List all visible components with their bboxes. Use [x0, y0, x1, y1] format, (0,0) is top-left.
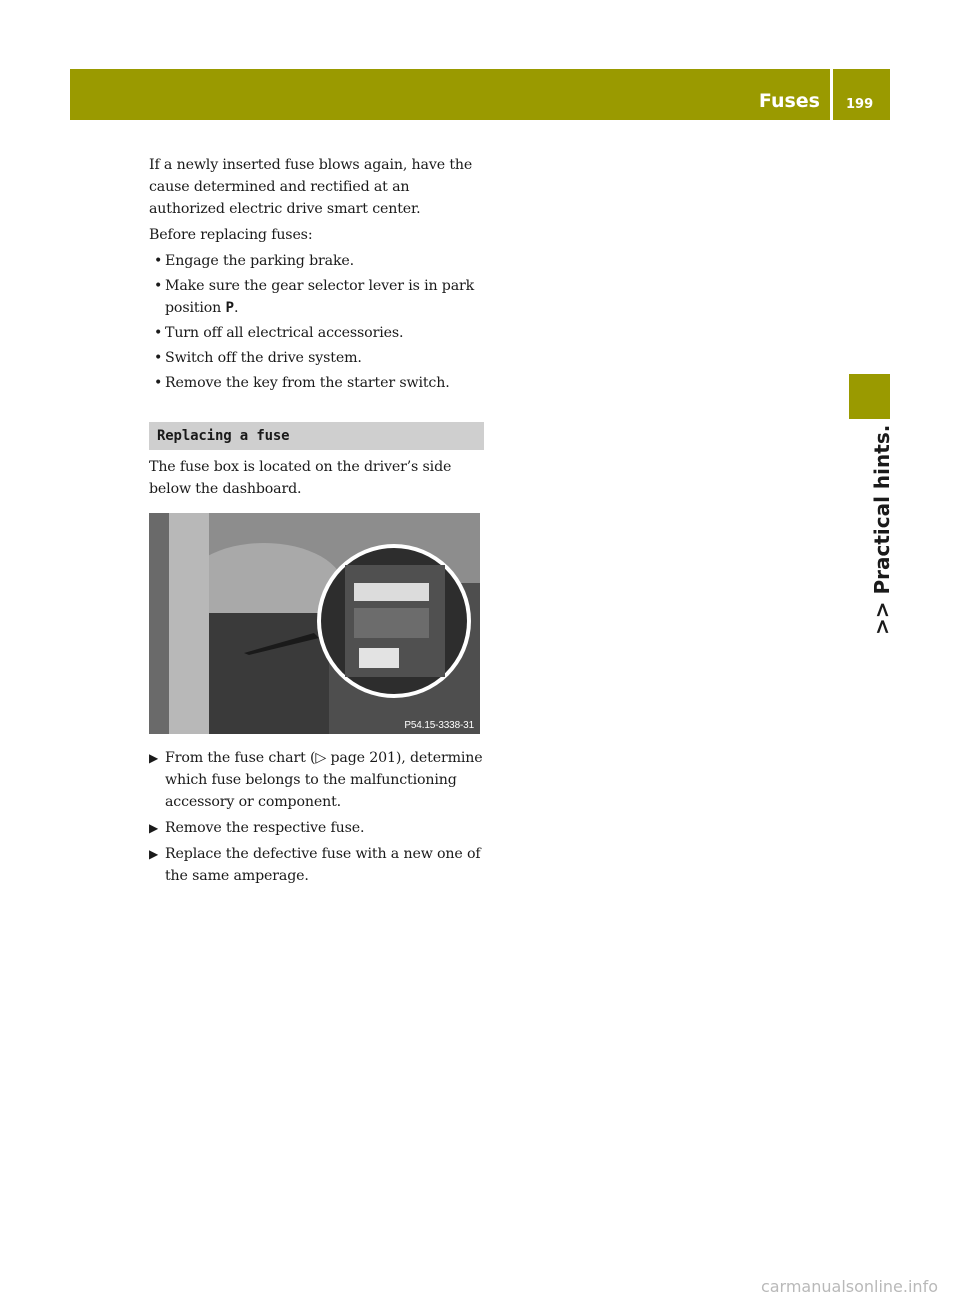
fuse-box-location: The fuse box is located on the driver’s side below the dashboard.: [149, 459, 452, 497]
bullet-dot-icon: •: [154, 278, 163, 294]
list-item: • Make sure the gear selector lever is in park position P.: [149, 275, 484, 319]
action-arrow-icon: ▶: [149, 821, 159, 835]
intro-paragraph: If a newly inserted fuse blows again, have the cause determined and rectified at an authorized electric drive smart center.: [149, 157, 473, 217]
bullet-dot-icon: •: [154, 325, 163, 341]
figure-code: P54.15-3338-31: [404, 720, 474, 731]
chapter-tab: [849, 374, 890, 419]
fuse-box-photo: [149, 513, 480, 734]
bullet-dot-icon: •: [154, 375, 163, 391]
header-divider: [830, 69, 833, 120]
action-arrow-icon: ▶: [149, 751, 159, 765]
list-item: ▶ From the fuse chart (▷ page 201), determine which fuse belongs to the malfunctioning accessory or component.: [149, 747, 484, 813]
watermark: carmanualsonline.info: [760, 1277, 938, 1296]
section-title: Fuses: [758, 90, 820, 112]
chapter-label: >> Practical hints.: [870, 425, 894, 636]
park-position-letter: P: [225, 300, 234, 316]
page-number: 199: [846, 97, 874, 112]
list-item: • Remove the key from the starter switch.: [149, 372, 484, 394]
bullet-dot-icon: •: [154, 253, 163, 269]
list-item: • Engage the parking brake.: [149, 250, 484, 272]
list-item: ▶ Replace the defective fuse with a new one of the same amperage.: [149, 843, 484, 887]
bullet-dot-icon: •: [154, 350, 163, 366]
list-item: • Switch off the drive system.: [149, 347, 484, 369]
list-item: • Turn off all electrical accessories.: [149, 322, 484, 344]
procedure-steps: [149, 747, 484, 887]
action-arrow-icon: ▶: [149, 847, 159, 861]
section-heading: Replacing a fuse: [149, 422, 484, 450]
main-content: [149, 154, 484, 891]
precaution-list: [149, 250, 484, 394]
before-replacing-label: Before replacing fuses:: [149, 227, 313, 243]
list-item: ▶ Remove the respective fuse.: [149, 817, 484, 839]
